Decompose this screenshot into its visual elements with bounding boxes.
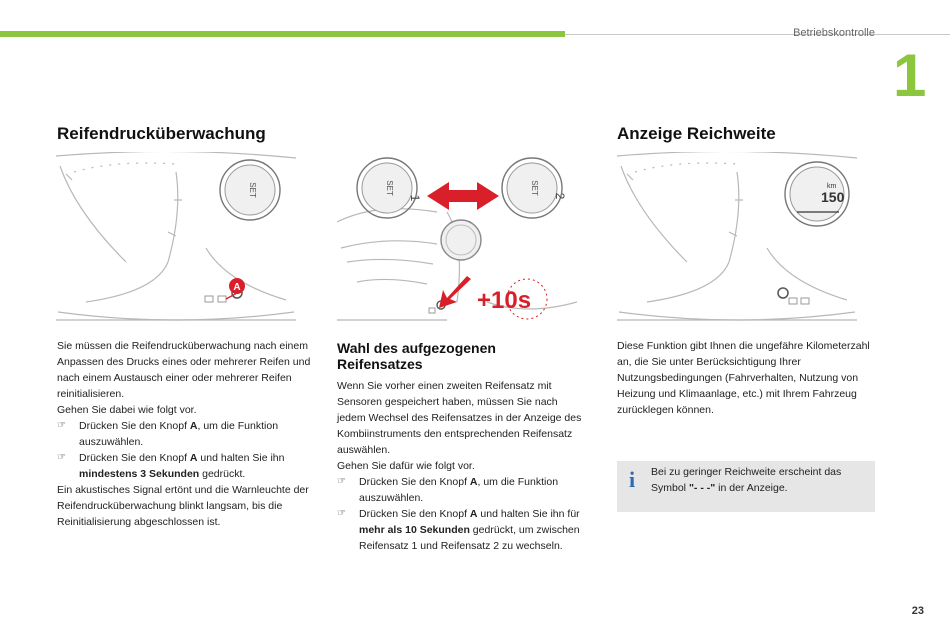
pointing-hand-icon: ☞ [337, 476, 346, 487]
press-arrow-icon [439, 276, 471, 308]
timer-label: +10s [477, 287, 532, 314]
display-value: 150 [821, 189, 845, 205]
range-intro: Diese Funktion gibt Ihnen die ungefähre Kilometerzahl an, die Sie unter Berücksichtigung Ihrer Nutzungsbedingungen (Fahrverhalten, Nutzung von Heizung und Klimaanlage, etc.) mit Ihrem Fahrzeug zurücklegen können. [617, 340, 870, 416]
svg-text:SET: SET [530, 180, 539, 196]
accent-bar [0, 31, 565, 37]
tpms-text [57, 338, 315, 530]
section-title-tpms: Reifendrucküberwachung [57, 124, 266, 143]
tpms-outro: Ein akustisches Signal ertönt und die Warnleuchte der Reifendrucküberwachung blinkt langsam, bis die Reinitialisierung abgeschlossen ist. [57, 484, 309, 528]
page-number: 23 [911, 605, 924, 617]
list-item: ☞ Drücken Sie den Knopf A und halten Sie ihn mindestens 3 Sekunden gedrückt. [57, 452, 285, 480]
range-text [617, 338, 882, 418]
cluster-illustration-tpms [56, 152, 296, 327]
pointing-hand-icon: ☞ [57, 452, 66, 463]
display-digit-right: 2 [553, 192, 567, 200]
display-digit-left: 1 [408, 194, 422, 202]
tyre-set-text [337, 378, 589, 554]
cluster-illustration-tyre-set [337, 152, 577, 327]
pointing-hand-icon: ☞ [337, 508, 346, 519]
switch-arrow-icon [427, 182, 499, 210]
section-label: Betriebskontrolle [793, 27, 875, 39]
list-item: ☞ Drücken Sie den Knopf A, um die Funktion auszuwählen. [337, 476, 559, 504]
button-a-label: A [233, 282, 241, 293]
info-icon: i [629, 467, 636, 492]
svg-text:SET: SET [248, 182, 257, 198]
cluster-illustration-range [617, 152, 857, 327]
chapter-number: 1 [893, 42, 927, 109]
tyre-set-intro: Wenn Sie vorher einen zweiten Reifensatz mit Sensoren gespeichert haben, müssen Sie nach jedem Wechsel des Reifensatzes in der Anzeige des Kombiinstruments den entsprechenden Reifensatz auswählen. [337, 380, 582, 456]
info-box [617, 461, 875, 512]
section-title-tyre-set: Wahl des aufgezogenen Reifensatzes [337, 340, 496, 372]
tpms-lead: Gehen Sie dabei wie folgt vor. [57, 404, 197, 416]
pointing-hand-icon: ☞ [57, 420, 66, 431]
section-title-range: Anzeige Reichweite [617, 124, 776, 143]
svg-text:SET: SET [385, 180, 394, 196]
tpms-intro: Sie müssen die Reifendrucküberwachung nach einem Anpassen des Drucks eines oder mehrerer Reifen und nach einem Austausch einer oder mehrerer Reifen reinitialisieren. [57, 340, 311, 400]
header-rule [565, 34, 950, 35]
info-text: Bei zu geringer Reichweite erscheint das Symbol "- - -" in der Anzeige. [651, 466, 842, 494]
tyre-set-lead: Gehen Sie dafür wie folgt vor. [337, 460, 475, 472]
list-item: ☞ Drücken Sie den Knopf A und halten Sie ihn für mehr als 10 Sekunden gedrückt, um zwischen Reifensatz 1 und Reifensatz 2 zu wechseln. [337, 508, 580, 552]
display-unit: km [827, 183, 837, 190]
list-item: ☞ Drücken Sie den Knopf A, um die Funktion auszuwählen. [57, 420, 279, 448]
